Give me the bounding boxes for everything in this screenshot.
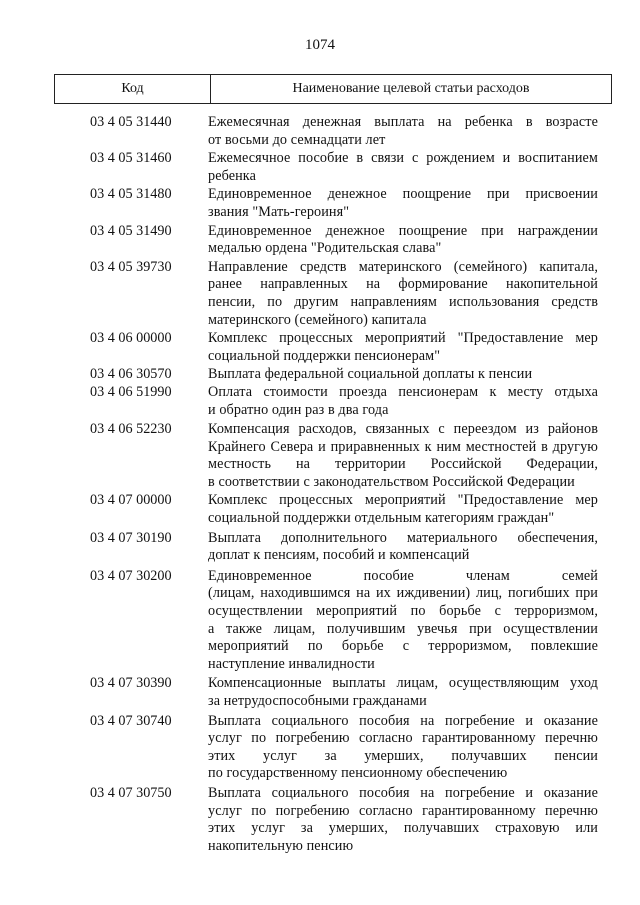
table-row: [0, 530, 640, 565]
row-name: [208, 223, 598, 258]
row-name-line: социальной поддержки отдельным категориям граждан": [208, 510, 555, 527]
row-name-line: Выплата социального пособия на погребение и оказание: [208, 712, 598, 729]
row-name-line: Комплекс процессных мероприятий "Предоставление мер: [208, 330, 598, 347]
row-name: [208, 492, 598, 527]
table-row: [0, 114, 640, 149]
table-row: [0, 713, 640, 783]
row-name-line: ребенка: [208, 167, 256, 184]
row-name-line: Единовременное денежное поощрение при присвоении: [208, 186, 598, 203]
row-name-line: Выплата федеральной социальной доплаты к пенсии: [208, 366, 533, 383]
row-code: 03 4 07 30190: [90, 529, 172, 546]
row-name-line: наступление инвалидности: [208, 655, 375, 672]
table-row: [0, 259, 640, 329]
row-name: [208, 530, 598, 565]
row-name-line: мероприятий по борьбе с терроризмом, повлекшие: [208, 638, 598, 655]
row-name: [208, 150, 598, 185]
table-row: [0, 492, 640, 527]
header-code: Код: [55, 75, 211, 103]
table-body: [0, 114, 640, 855]
row-name: [208, 421, 598, 491]
row-name: [208, 259, 598, 329]
row-name-line: Ежемесячное пособие в связи с рождением и воспитанием: [208, 150, 598, 167]
table-header: [54, 74, 612, 104]
row-name: [208, 568, 598, 674]
row-code: 03 4 06 52230: [90, 421, 172, 438]
row-name-line: пенсии, по другим направлениям использования средств: [208, 293, 598, 310]
table-row: [0, 384, 640, 419]
row-code: 03 4 07 00000: [90, 492, 172, 509]
row-name-line: и обратно один раз в два года: [208, 401, 389, 418]
row-code: 03 4 07 30750: [90, 784, 172, 801]
row-name: [208, 785, 598, 855]
row-code: 03 4 05 31480: [90, 186, 172, 203]
row-name-line: Единовременное пособие членам семей: [208, 567, 598, 584]
row-code: 03 4 06 51990: [90, 383, 172, 400]
table-row: [0, 330, 640, 365]
table-row: [0, 223, 640, 258]
row-name-line: местность на территории Российской Федерации,: [208, 456, 598, 473]
row-name-line: услуг по погребению согласно гарантированному перечню: [208, 730, 598, 747]
row-name-line: Направление средств материнского (семейного) капитала,: [208, 258, 598, 275]
row-code: 03 4 06 30570: [90, 366, 172, 383]
table-row: [0, 421, 640, 491]
row-name: [208, 713, 598, 783]
row-name-line: Крайнего Севера и приравненных к ним местностей в другую: [208, 438, 598, 455]
row-name-line: этих услуг за умерших, получавших пенсии: [208, 747, 598, 764]
row-code: 03 4 06 00000: [90, 330, 172, 347]
row-code: 03 4 05 31460: [90, 150, 172, 167]
row-name-line: накопительную пенсию: [208, 837, 354, 854]
row-name-line: за нетрудоспособными гражданами: [208, 693, 427, 709]
table-row: [0, 186, 640, 221]
row-name-line: социальной поддержки пенсионерам": [208, 347, 441, 364]
row-name: [208, 675, 598, 710]
row-code: 03 4 07 30200: [90, 567, 172, 584]
row-name-line: медалью ордена "Родительская слава": [208, 240, 442, 257]
row-name-line: по государственному пенсионному обеспечению: [208, 765, 508, 782]
row-name-line: ранее направленных на формирование накопительной: [208, 276, 598, 293]
row-code: 03 4 07 30740: [90, 712, 172, 729]
row-code: 03 4 07 30390: [90, 675, 172, 692]
header-name: Наименование целевой статьи расходов: [292, 81, 530, 96]
table-row: [0, 366, 640, 384]
row-name-line: этих услуг за умерших, получавших страховую или: [208, 820, 598, 837]
row-name-line: в соответствии с законодательством Российской Федерации: [208, 473, 575, 490]
row-name-line: Выплата социального пособия на погребение и оказание: [208, 784, 598, 801]
row-name-line: Компенсационные выплаты лицам, осуществляющим уход: [208, 675, 598, 692]
row-name-line: Выплата дополнительного материального обеспечения,: [208, 529, 598, 546]
row-name: [208, 186, 598, 221]
row-name-line: услуг по погребению согласно гарантированному перечню: [208, 802, 598, 819]
table-row: [0, 675, 640, 710]
table-row: [0, 785, 640, 855]
row-name-line: от восьми до семнадцати лет: [208, 131, 386, 148]
row-name: [208, 330, 598, 365]
row-code: 03 4 05 31490: [90, 222, 172, 239]
table-row: [0, 568, 640, 674]
row-name-line: а также лицам, получившим увечья при осуществлении: [208, 620, 598, 637]
row-name-line: Ежемесячная денежная выплата на ребенка в возрасте: [208, 114, 598, 130]
row-name: [208, 384, 598, 419]
row-name: [208, 366, 598, 384]
page-number: 1074: [305, 37, 335, 53]
row-name-line: осуществлении мероприятий по борьбе с терроризмом,: [208, 603, 598, 620]
row-name-line: Комплекс процессных мероприятий "Предоставление мер: [208, 492, 598, 509]
row-name-line: Единовременное денежное поощрение при награждении: [208, 222, 598, 239]
table-row: [0, 150, 640, 185]
row-code: 03 4 05 39730: [90, 258, 172, 275]
row-name-line: (лицам, находившимся на их иждивении) лиц, погибших при: [208, 585, 598, 602]
row-name-line: Оплата стоимости проезда пенсионерам к месту отдыха: [208, 383, 598, 400]
row-name-line: материнского (семейного) капитала: [208, 311, 427, 328]
row-name-line: доплат к пенсиям, пособий и компенсаций: [208, 547, 470, 564]
row-name-line: звания "Мать-героиня": [208, 203, 350, 220]
row-name: [208, 114, 598, 149]
row-code: 03 4 05 31440: [90, 114, 172, 130]
row-name-line: Компенсация расходов, связанных с переездом из районов: [208, 421, 598, 438]
